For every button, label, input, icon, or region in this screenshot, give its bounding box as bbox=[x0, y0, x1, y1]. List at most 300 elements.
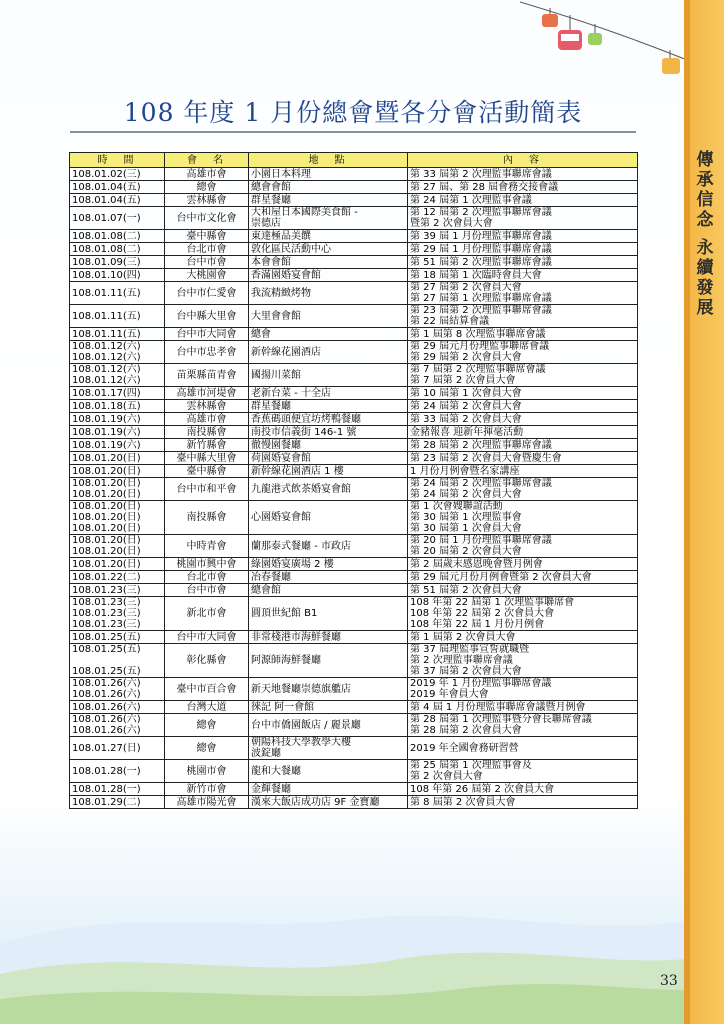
cell-content bbox=[408, 558, 638, 571]
cell-org: 台中市仁愛會 bbox=[165, 282, 249, 305]
cell-org: 台中市忠孝會 bbox=[165, 341, 249, 364]
cell-org: 新北市會 bbox=[165, 597, 249, 631]
table-row bbox=[70, 207, 638, 230]
cell-date-line: 108.01.20(日) bbox=[72, 512, 141, 523]
table-body bbox=[70, 168, 638, 809]
cell-content-line: 第 28 屆第 2 次會員大會 bbox=[410, 725, 522, 736]
table-row bbox=[70, 305, 638, 328]
table-row bbox=[70, 328, 638, 341]
cell-org: 台中市會 bbox=[165, 584, 249, 597]
cell-location bbox=[249, 439, 408, 452]
cell-content bbox=[408, 305, 638, 328]
cell-location-line: 龍和大餐廳 bbox=[251, 765, 301, 777]
cell-content-line: 第 23 屆第 2 次會員大會暨慶生會 bbox=[410, 452, 562, 464]
cell-date-line: 108.01.26(六) bbox=[72, 701, 141, 713]
cell-org: 雲林縣會 bbox=[165, 194, 249, 207]
cell-content bbox=[408, 535, 638, 558]
cell-org: 台灣大道 bbox=[165, 701, 249, 714]
cell-date-line: 108.01.12(六) bbox=[72, 364, 141, 375]
table-row bbox=[70, 269, 638, 282]
cell-location-line: 徠記 阿一會館 bbox=[251, 701, 315, 713]
cell-date bbox=[70, 243, 165, 256]
cell-location bbox=[249, 305, 408, 328]
cell-content bbox=[408, 400, 638, 413]
table-row bbox=[70, 501, 638, 535]
cell-content-line: 第 37 屆理監事宣誓就職暨 bbox=[410, 644, 530, 655]
cell-content bbox=[408, 571, 638, 584]
cell-date bbox=[70, 644, 165, 678]
table-row bbox=[70, 478, 638, 501]
cell-location-line: 我流精緻烤物 bbox=[251, 287, 311, 299]
cell-content-line: 第 30 屆第 1 次理監事會 bbox=[410, 512, 522, 523]
cell-location bbox=[249, 501, 408, 535]
header-location: 地 點 bbox=[249, 153, 408, 168]
cell-date bbox=[70, 597, 165, 631]
table-row bbox=[70, 413, 638, 426]
cell-date-line: 108.01.28(一) bbox=[72, 765, 141, 777]
cell-date bbox=[70, 282, 165, 305]
cell-content-line: 第 27 屆第 1 次理監事聯席會議 bbox=[410, 293, 552, 304]
table-row bbox=[70, 364, 638, 387]
cell-location bbox=[249, 387, 408, 400]
cell-date bbox=[70, 400, 165, 413]
table-row bbox=[70, 282, 638, 305]
cell-org: 桃園市興中會 bbox=[165, 558, 249, 571]
cell-location-line: 崇德店 bbox=[251, 218, 281, 229]
cell-date bbox=[70, 168, 165, 181]
table-row bbox=[70, 400, 638, 413]
cell-org: 大桃園會 bbox=[165, 269, 249, 282]
cell-date-line: 108.01.23(三) bbox=[72, 597, 141, 608]
cell-location bbox=[249, 465, 408, 478]
cell-content-line: 第 18 屆第 1 次臨時會員大會 bbox=[410, 269, 542, 281]
cell-date-line: 108.01.22(二) bbox=[72, 571, 141, 583]
table-row bbox=[70, 644, 638, 678]
cell-content-line: 第 2 屆歲末感恩晚會暨月例會 bbox=[410, 558, 543, 570]
cell-date-line: 108.01.19(六) bbox=[72, 413, 141, 425]
cell-content bbox=[408, 439, 638, 452]
cell-content-line: 第 51 屆第 2 次理監事聯席會議 bbox=[410, 256, 552, 268]
cell-org: 台中市和平會 bbox=[165, 478, 249, 501]
cell-date-line: 108.01.08(二) bbox=[72, 230, 141, 242]
cell-location-line: 荷園婚宴會館 bbox=[251, 452, 311, 464]
cell-content-line: 第 7 屆第 2 次會員大會 bbox=[410, 375, 516, 386]
cell-date-line: 108.01.25(五) bbox=[72, 644, 141, 655]
cell-org: 臺中縣會 bbox=[165, 230, 249, 243]
cell-content bbox=[408, 194, 638, 207]
cell-date bbox=[70, 269, 165, 282]
cell-location-line: 南投市信義街 146-1 號 bbox=[251, 426, 357, 438]
cell-date-line: 108.01.20(日) bbox=[72, 546, 141, 557]
cell-location-line: 冶春餐廳 bbox=[251, 571, 291, 583]
cell-location-line: 總會會館 bbox=[251, 181, 291, 193]
page-title: 108 年度 1 月份總會暨各分會活動簡表 bbox=[123, 98, 583, 127]
cell-date-line: 108.01.26(六) bbox=[72, 714, 141, 725]
cell-date-line: 108.01.18(五) bbox=[72, 400, 141, 412]
cell-date-line: 108.01.20(日) bbox=[72, 501, 141, 512]
cell-location bbox=[249, 701, 408, 714]
cell-content-line: 暨第 2 次會員大會 bbox=[410, 218, 493, 229]
cell-date-line: 108.01.20(日) bbox=[72, 478, 141, 489]
cell-location-line: 大里會會館 bbox=[251, 310, 301, 322]
table-row bbox=[70, 783, 638, 796]
cell-date bbox=[70, 452, 165, 465]
table-row bbox=[70, 452, 638, 465]
cell-location-line: 阿源師海鮮餐廳 bbox=[251, 655, 321, 666]
cell-location bbox=[249, 168, 408, 181]
cell-content-line: 第 12 屆第 2 次理監事聯席會議 bbox=[410, 207, 552, 218]
cell-location bbox=[249, 282, 408, 305]
table-row bbox=[70, 597, 638, 631]
table-row bbox=[70, 678, 638, 701]
cell-content bbox=[408, 465, 638, 478]
activity-table bbox=[69, 152, 638, 809]
cell-date-line: 108.01.25(五) bbox=[72, 631, 141, 643]
slogan-char: 承 bbox=[696, 170, 714, 190]
cell-content bbox=[408, 478, 638, 501]
cell-date bbox=[70, 328, 165, 341]
table-row bbox=[70, 168, 638, 181]
cell-org: 台中市大同會 bbox=[165, 631, 249, 644]
table-row bbox=[70, 760, 638, 783]
cell-content-line: 第 23 屆第 2 次理監事聯席會議 bbox=[410, 305, 552, 316]
table-row bbox=[70, 714, 638, 737]
cell-content-line: 第 29 屆第 2 次會員大會 bbox=[410, 352, 522, 363]
cell-content bbox=[408, 168, 638, 181]
cell-content bbox=[408, 256, 638, 269]
cell-date-line: 108.01.23(三) bbox=[72, 584, 141, 596]
cell-location-line: 敦化區民活動中心 bbox=[251, 243, 331, 255]
cell-date bbox=[70, 230, 165, 243]
cell-date-line: 108.01.09(三) bbox=[72, 256, 141, 268]
cell-date bbox=[70, 760, 165, 783]
cell-date-line: 108.01.26(六) bbox=[72, 678, 141, 689]
cell-org: 台中市文化會 bbox=[165, 207, 249, 230]
cell-location-line: 徹慢園餐廳 bbox=[251, 439, 301, 451]
cell-content-line: 108 年第 22 屆 1 月份月例會 bbox=[410, 619, 545, 630]
cell-content-line: 第 39 屆 1 月份理監事聯席會議 bbox=[410, 230, 552, 242]
cell-location bbox=[249, 558, 408, 571]
cell-content bbox=[408, 328, 638, 341]
cell-content bbox=[408, 760, 638, 783]
page-number: 33 bbox=[660, 973, 678, 989]
cell-content bbox=[408, 207, 638, 230]
cell-content-line: 第 27 屆第 2 次會員大會 bbox=[410, 282, 522, 293]
cell-location bbox=[249, 452, 408, 465]
cell-content bbox=[408, 584, 638, 597]
cell-content-line: 第 24 屆第 1 次理監事會議 bbox=[410, 194, 532, 206]
cell-date bbox=[70, 501, 165, 535]
cell-content-line: 108 年第 22 屆第 1 次理監事聯席會 bbox=[410, 597, 575, 608]
cell-content-line: 第 24 屆第 2 次理監事聯席會議 bbox=[410, 478, 552, 489]
slogan-char: 信 bbox=[696, 190, 714, 210]
slogan-char: 展 bbox=[696, 298, 714, 318]
table-row bbox=[70, 737, 638, 760]
cell-location bbox=[249, 341, 408, 364]
cell-date-line: 108.01.12(六) bbox=[72, 341, 141, 352]
cell-org: 總會 bbox=[165, 737, 249, 760]
cell-date bbox=[70, 387, 165, 400]
cell-date-line: 108.01.23(三) bbox=[72, 608, 141, 619]
cell-location bbox=[249, 678, 408, 701]
cell-date bbox=[70, 631, 165, 644]
cell-org: 高雄市會 bbox=[165, 413, 249, 426]
cell-content-line: 第 20 屆第 2 次會員大會 bbox=[410, 546, 522, 557]
cell-content bbox=[408, 181, 638, 194]
header-content: 內 容 bbox=[408, 153, 638, 168]
header-time: 時 間 bbox=[70, 153, 165, 168]
slogan-char: 續 bbox=[696, 258, 714, 278]
cell-date-line: 108.01.11(五) bbox=[72, 287, 141, 299]
cell-org: 台中市大同會 bbox=[165, 328, 249, 341]
cell-location bbox=[249, 714, 408, 737]
slogan-char: 念 bbox=[696, 210, 714, 230]
cell-content-line: 第 51 屆第 2 次會員大會 bbox=[410, 584, 522, 596]
cell-location bbox=[249, 478, 408, 501]
cell-org: 彰化縣會 bbox=[165, 644, 249, 678]
cell-org: 台北市會 bbox=[165, 571, 249, 584]
cell-content bbox=[408, 341, 638, 364]
cell-content bbox=[408, 282, 638, 305]
cell-date bbox=[70, 305, 165, 328]
cell-org: 中時青會 bbox=[165, 535, 249, 558]
cell-date-line: 108.01.26(六) bbox=[72, 689, 141, 700]
cell-location-line: 波錠廳 bbox=[251, 748, 281, 759]
table-row bbox=[70, 243, 638, 256]
cell-date-line: 108.01.29(二) bbox=[72, 796, 141, 808]
cell-location-line: 新幹線花園酒店 bbox=[251, 346, 321, 358]
cell-location-line: 非常棧港市海鮮餐廳 bbox=[251, 631, 341, 643]
cell-location-line: 蘭那泰式餐廳 - 市政店 bbox=[251, 540, 351, 552]
table-row bbox=[70, 571, 638, 584]
cell-date-line: 108.01.19(六) bbox=[72, 439, 141, 451]
cell-content-line: 第 7 屆第 2 次理監事聯席會議 bbox=[410, 364, 546, 375]
cell-location-line: 總會館 bbox=[251, 584, 281, 596]
cell-content-line: 第 1 屆第 8 次理監事聯席會議 bbox=[410, 328, 546, 340]
cell-date bbox=[70, 465, 165, 478]
cell-date bbox=[70, 701, 165, 714]
cell-location bbox=[249, 737, 408, 760]
cell-org: 高雄市陽光會 bbox=[165, 796, 249, 809]
cell-date-line: 108.01.07(一) bbox=[72, 212, 141, 224]
cell-date bbox=[70, 439, 165, 452]
cell-org: 台中市會 bbox=[165, 256, 249, 269]
cell-date-line: 108.01.11(五) bbox=[72, 310, 141, 322]
cell-date bbox=[70, 181, 165, 194]
cell-date bbox=[70, 341, 165, 364]
cell-content bbox=[408, 413, 638, 426]
cell-content bbox=[408, 501, 638, 535]
cell-org: 雲林縣會 bbox=[165, 400, 249, 413]
cell-date bbox=[70, 364, 165, 387]
cell-content bbox=[408, 452, 638, 465]
cell-content-line: 108 年第 26 屆第 2 次會員大會 bbox=[410, 783, 555, 795]
title-underline bbox=[70, 131, 636, 133]
cell-location-line: 老新台菜 - 十全店 bbox=[251, 387, 331, 399]
cell-location bbox=[249, 207, 408, 230]
table-row bbox=[70, 426, 638, 439]
cell-location-line: 香滿園婚宴會館 bbox=[251, 269, 321, 281]
cell-location-line: 新幹線花園酒店 1 樓 bbox=[251, 465, 344, 477]
cell-location bbox=[249, 796, 408, 809]
cell-content bbox=[408, 644, 638, 678]
cell-content-line: 第 30 屆第 1 次會員大會 bbox=[410, 523, 522, 534]
cell-location bbox=[249, 631, 408, 644]
table-row bbox=[70, 796, 638, 809]
table-row bbox=[70, 584, 638, 597]
table-row bbox=[70, 558, 638, 571]
table-row bbox=[70, 465, 638, 478]
table-row bbox=[70, 194, 638, 207]
table-header-row bbox=[70, 153, 638, 168]
cell-org: 台中縣大里會 bbox=[165, 305, 249, 328]
cell-location-line: 香蕉碼頭便宜坊烤鴨餐廳 bbox=[251, 413, 361, 425]
cell-date bbox=[70, 426, 165, 439]
cell-content-line: 第 28 屆第 2 次理監事聯席會議 bbox=[410, 439, 552, 451]
cell-date bbox=[70, 207, 165, 230]
cell-location-line: 東達極品美饌 bbox=[251, 230, 311, 242]
cell-date bbox=[70, 796, 165, 809]
table-row bbox=[70, 181, 638, 194]
cell-location bbox=[249, 760, 408, 783]
cell-date-line: 108.01.08(二) bbox=[72, 243, 141, 255]
cell-date bbox=[70, 256, 165, 269]
slogan-char bbox=[686, 230, 724, 238]
cell-date-line: 108.01.04(五) bbox=[72, 194, 141, 206]
cell-content-line: 第 25 屆第 1 次理監事會及 bbox=[410, 760, 532, 771]
cell-content-line: 第 28 屆第 1 次理監事暨分會長聯席會議 bbox=[410, 714, 592, 725]
cell-location-line: 圓頂世紀館 B1 bbox=[251, 608, 318, 619]
cell-content-line: 第 1 次會嫂聯誼活動 bbox=[410, 501, 503, 512]
cell-content bbox=[408, 701, 638, 714]
cell-date bbox=[70, 584, 165, 597]
cell-location bbox=[249, 644, 408, 678]
table-row bbox=[70, 387, 638, 400]
cell-org: 桃園市會 bbox=[165, 760, 249, 783]
cell-date bbox=[70, 678, 165, 701]
cell-date-line: 108.01.11(五) bbox=[72, 328, 141, 340]
cell-content-line: 第 24 屆第 2 次會員大會 bbox=[410, 489, 522, 500]
cell-location bbox=[249, 413, 408, 426]
cell-date-line: 108.01.26(六) bbox=[72, 725, 141, 736]
cell-date bbox=[70, 571, 165, 584]
cell-org: 新竹縣會 bbox=[165, 439, 249, 452]
cell-date-line: 108.01.20(日) bbox=[72, 523, 141, 534]
cell-org: 南投縣會 bbox=[165, 501, 249, 535]
cell-location-line: 小園日本料理 bbox=[251, 168, 311, 180]
cell-location-line: 金輝餐廳 bbox=[251, 783, 291, 795]
cell-location bbox=[249, 400, 408, 413]
cell-location-line: 本會會館 bbox=[251, 256, 291, 268]
cell-content bbox=[408, 597, 638, 631]
cell-location-line: 群星餐廳 bbox=[251, 194, 291, 206]
cell-date bbox=[70, 558, 165, 571]
cell-content-line: 第 33 屆第 2 次理監事聯席會議 bbox=[410, 168, 552, 180]
cell-location bbox=[249, 194, 408, 207]
cell-date-line: 108.01.04(五) bbox=[72, 181, 141, 193]
cell-content-line: 第 4 屆 1 月份理監事聯席會議暨月例會 bbox=[410, 701, 586, 713]
cell-org: 高雄市會 bbox=[165, 168, 249, 181]
cell-content bbox=[408, 678, 638, 701]
cell-location-line: 漢來大飯店成功店 9F 金寶廳 bbox=[251, 796, 380, 808]
cell-location bbox=[249, 256, 408, 269]
cell-location bbox=[249, 426, 408, 439]
cell-org: 總會 bbox=[165, 181, 249, 194]
hills-illustration bbox=[0, 874, 724, 1024]
cell-content-line: 第 29 屆元月份理監事聯席會議 bbox=[410, 341, 550, 352]
cell-date-line: 108.01.20(日) bbox=[72, 489, 141, 500]
cell-org: 臺中市百合會 bbox=[165, 678, 249, 701]
cell-location-line: 綠園婚宴廣場 2 樓 bbox=[251, 558, 334, 570]
cell-date-line: 108.01.19(六) bbox=[72, 426, 141, 438]
cell-content-line: 第 29 屆 1 月份理監事聯席會議 bbox=[410, 243, 552, 255]
table-row bbox=[70, 439, 638, 452]
cell-date-line: 108.01.17(四) bbox=[72, 387, 141, 399]
cell-location bbox=[249, 783, 408, 796]
cell-org: 新竹市會 bbox=[165, 783, 249, 796]
cell-content-line: 第 2 次理監事聯席會議 bbox=[410, 655, 513, 666]
cell-content-line: 金豬報喜 迎新年揮毫活動 bbox=[410, 426, 524, 438]
slogan-char: 傳 bbox=[696, 150, 714, 170]
cell-content-line: 第 10 屆第 1 次會員大會 bbox=[410, 387, 522, 399]
cell-date-line: 108.01.25(五) bbox=[72, 666, 141, 677]
cell-location-line: 總會 bbox=[251, 328, 271, 340]
cell-content-line: 第 33 屆第 2 次會員大會 bbox=[410, 413, 522, 425]
table-row bbox=[70, 631, 638, 644]
cell-location bbox=[249, 597, 408, 631]
cell-date-line: 108.01.10(四) bbox=[72, 269, 141, 281]
cell-date-line: 108.01.20(日) bbox=[72, 452, 141, 464]
cell-org: 苗栗縣苗青會 bbox=[165, 364, 249, 387]
cell-org: 高雄市河堤會 bbox=[165, 387, 249, 400]
cell-content-line: 第 27 屆、第 28 屆會務交接會議 bbox=[410, 181, 559, 193]
header-org: 會 名 bbox=[165, 153, 249, 168]
cell-location-line: 新天地餐廳崇德旗艦店 bbox=[251, 683, 351, 695]
cell-date bbox=[70, 783, 165, 796]
cell-location-line: 大和屋日本國際美食館 - bbox=[251, 207, 358, 218]
cell-date-line: 108.01.12(六) bbox=[72, 375, 141, 386]
cell-date bbox=[70, 535, 165, 558]
cell-content bbox=[408, 737, 638, 760]
cell-location-line: 朝陽科技大學教學大樓 bbox=[251, 737, 351, 748]
cell-content-line: 2019 年 1 月份理監事聯席會議 bbox=[410, 678, 552, 689]
cell-content-line: 第 1 屆第 2 次會員大會 bbox=[410, 631, 516, 643]
cell-location bbox=[249, 269, 408, 282]
cell-date bbox=[70, 194, 165, 207]
cell-date bbox=[70, 714, 165, 737]
cell-content bbox=[408, 426, 638, 439]
cell-location-line: 九龍港式飲茶婚宴會館 bbox=[251, 483, 351, 495]
cell-content-line: 第 37 屆第 2 次會員大會 bbox=[410, 666, 522, 677]
cell-content bbox=[408, 364, 638, 387]
cell-content-line: 第 2 次會員大會 bbox=[410, 771, 483, 782]
table-row bbox=[70, 256, 638, 269]
table-row bbox=[70, 230, 638, 243]
cell-content-line: 第 20 屆 1 月份理監事聯席會議 bbox=[410, 535, 552, 546]
cell-location bbox=[249, 584, 408, 597]
cell-date-line: 108.01.28(一) bbox=[72, 783, 141, 795]
cell-location bbox=[249, 181, 408, 194]
cell-date bbox=[70, 737, 165, 760]
cell-location-line: 心園婚宴會館 bbox=[251, 512, 311, 523]
cell-date-line: 108.01.02(三) bbox=[72, 168, 141, 180]
cell-org: 臺中縣會 bbox=[165, 465, 249, 478]
cell-date-line: 108.01.12(六) bbox=[72, 352, 141, 363]
cell-content bbox=[408, 783, 638, 796]
cell-content bbox=[408, 269, 638, 282]
cell-content-line: 第 8 屆第 2 次會員大會 bbox=[410, 796, 516, 808]
cell-location bbox=[249, 328, 408, 341]
